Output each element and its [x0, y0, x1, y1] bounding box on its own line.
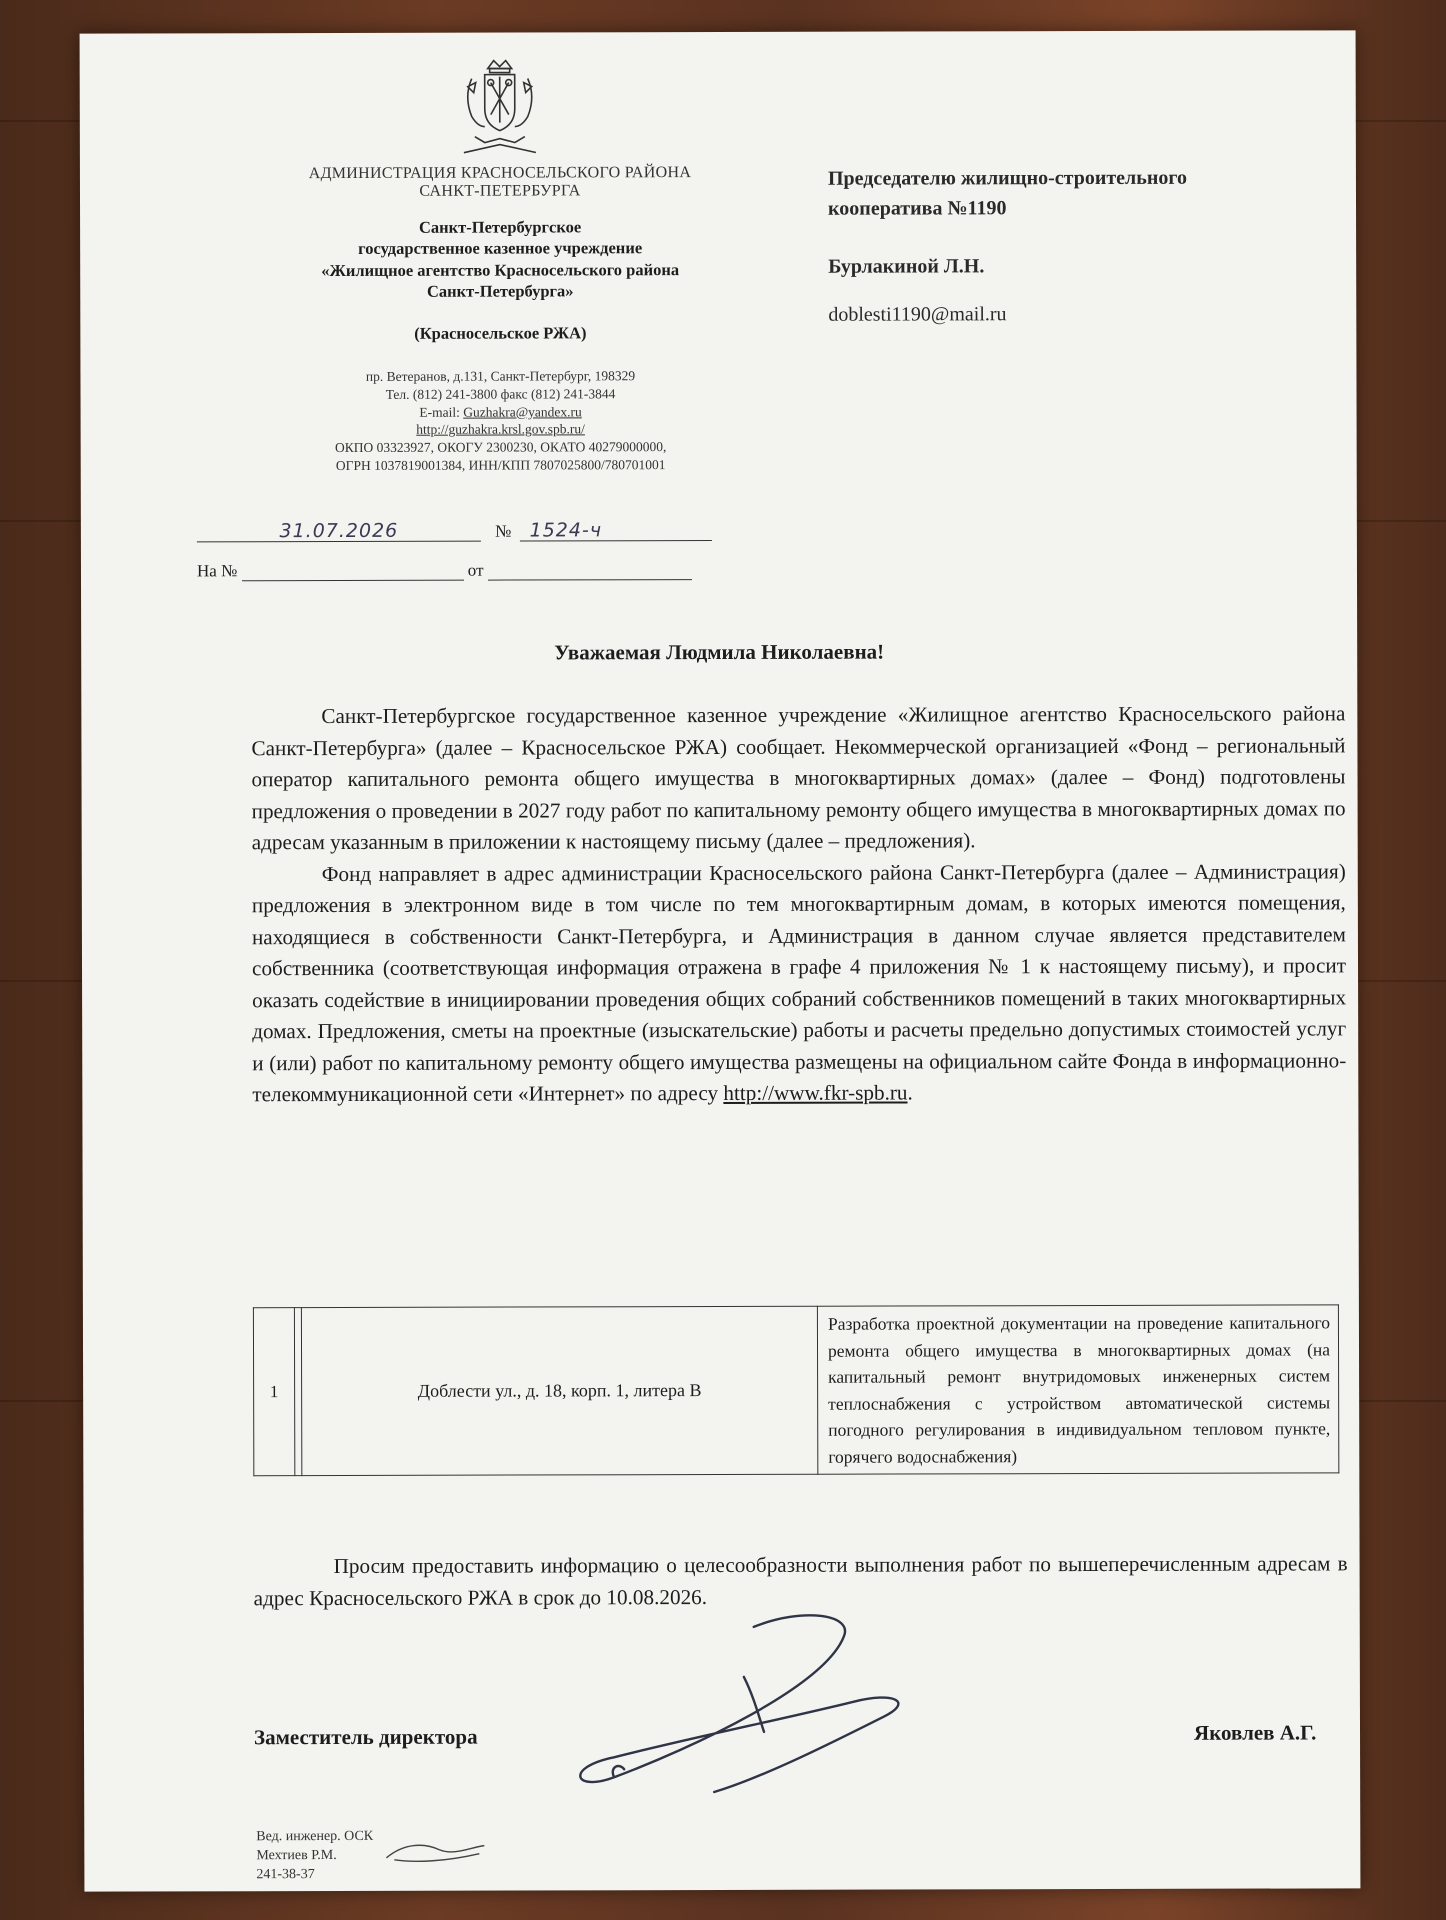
executor-phone: 241-38-37: [256, 1866, 315, 1882]
signatory-name: Яковлев А.Г.: [1193, 1720, 1317, 1745]
closing-paragraph: [254, 1548, 1348, 1614]
organization-contacts: [230, 367, 770, 475]
row-address: Доблести ул., д. 18, корп. 1, литера В: [301, 1306, 817, 1475]
org-website-link[interactable]: http://guzhakra.krsl.gov.spb.ru/: [416, 421, 585, 438]
executor-initials-scribble: [384, 1838, 494, 1868]
addresses-table: [253, 1304, 1339, 1476]
reg-number-field: [520, 518, 712, 542]
executor-info: [256, 1828, 373, 1885]
body-paragraph-2-text: Фонд направляет в адрес администрации Красносельского района Санкт-Петербурга (далее – Администрация) предложения в электронном виде в том числе по тем многоквартирным домам, в которых имеются помещения, находящиеся в собственности Санкт-Петербурга, и Администрация в данном случае является представителем собственника (соответствующая информация отражена в графе 4 приложения № 1 к настоящему письму), и просит оказать содействие в инициировании проведения общих собраний собственников помещений в таких многоквартирных домах. Предложения, сметы на проектные (изыскательские) работы и расчеты предельно допустимых стоимостей услуг и (или) работ по капитальному ремонту общего имущества размещены на официальном сайте Фонда в информационно-телекоммуникационной сети «Интернет» по адресу: [251, 858, 1347, 1107]
body-paragraph-2-end: .: [907, 1080, 913, 1105]
reg-number: 1524-ч: [529, 519, 603, 542]
table-row: [253, 1305, 1338, 1476]
row-work-description: Разработка проектной документации на проведение капитального ремонта общего имущества в многоквартирных домах (на капитальный ремонт внутридомовых инженерных систем теплоснабжения с устройством автоматической системы погодного регулирования в индивидуальном тепловом пункте, горячего водоснабжения): [817, 1305, 1338, 1474]
recipient-name: Бурлакиной Л.Н.: [828, 255, 985, 278]
reg-number-label: №: [495, 521, 512, 541]
organization-name: [230, 216, 770, 303]
closing-text: Просим предоставить информацию о целесообразности выполнения работ по вышеперечисленным адресам в адрес Красносельского РЖА в срок до 10.08.2026.: [253, 1551, 1348, 1610]
org-email-line: [231, 402, 771, 421]
recipient-block: [828, 162, 1328, 281]
organization-abbreviation: (Красносельское РЖА): [414, 323, 587, 343]
ref-number-field: [242, 562, 464, 582]
greeting: Уважаемая Людмила Николаевна!: [554, 639, 885, 665]
recipient-title-1: Председателю жилищно-строительного: [827, 166, 1187, 190]
org-line-3: «Жилищное агентство Красносельского района: [321, 259, 680, 280]
org-phone: Тел. (812) 241-3800 факс (812) 241-3844: [385, 386, 616, 402]
ref-number-label: На №: [196, 561, 238, 581]
ref-date-field: [488, 561, 692, 581]
admin-line-1: АДМИНИСТРАЦИЯ КРАСНОСЕЛЬСКОГО РАЙОНА: [308, 164, 692, 183]
org-codes-1: ОКПО 03323927, ОКОГУ 2300230, ОКАТО 40279000000,: [334, 439, 667, 456]
letter-page: [80, 30, 1361, 1891]
handwritten-signature: [554, 1606, 975, 1807]
ref-from-label: от: [467, 560, 484, 580]
reg-date: 31.07.2026: [279, 519, 399, 543]
body-paragraph-2: [252, 856, 1347, 1111]
org-codes-2: ОГРН 1037819001384, ИНН/КПП 7807025800/780701001: [335, 457, 666, 474]
recipient-email: doblesti1190@mail.ru: [828, 303, 1007, 326]
coat-of-arms-icon: [450, 56, 550, 156]
executor-position: Вед. инженер. ОСК: [256, 1828, 374, 1845]
registration-line: [197, 518, 712, 542]
email-label: E-mail:: [419, 404, 460, 420]
org-line-2: государственное казенное учреждение: [358, 238, 643, 259]
org-line-1: Санкт-Петербургское: [418, 217, 582, 237]
fund-website-link[interactable]: http://www.fkr-spb.ru: [723, 1080, 908, 1105]
org-email-link[interactable]: Guzhakra@yandex.ru: [463, 403, 582, 420]
row-number: 1: [253, 1308, 294, 1476]
administration-name: [230, 164, 770, 202]
body-paragraph-1: Санкт-Петербургское государственное казенное учреждение «Жилищное агентство Красносельского района Санкт-Петербурга» (далее – Красносельское РЖА) сообщает. Некоммерческой организацией «Фонд – региональный оператор капитального ремонта общего имущества в многоквартирных домах» (далее – Фонд) подготовлены предложения о проведении в 2027 году работ по капитальному ремонту общего имущества в многоквартирных домах по адресам указанным в приложении к настоящему письму (далее – предложения).: [251, 701, 1346, 855]
executor-name: Мехтиев Р.М.: [256, 1847, 337, 1864]
org-line-4: Санкт-Петербурга»: [426, 281, 574, 302]
admin-line-2: САНКТ-ПЕТЕРБУРГА: [419, 182, 581, 201]
signatory-position: Заместитель директора: [253, 1724, 478, 1750]
reference-line: [197, 560, 692, 581]
reg-date-field: [197, 519, 481, 543]
letter-body: [251, 698, 1346, 1110]
recipient-title-2: кооператива №1190: [828, 197, 1007, 220]
org-address: пр. Ветеранов, д.131, Санкт-Петербург, 198329: [365, 368, 636, 384]
